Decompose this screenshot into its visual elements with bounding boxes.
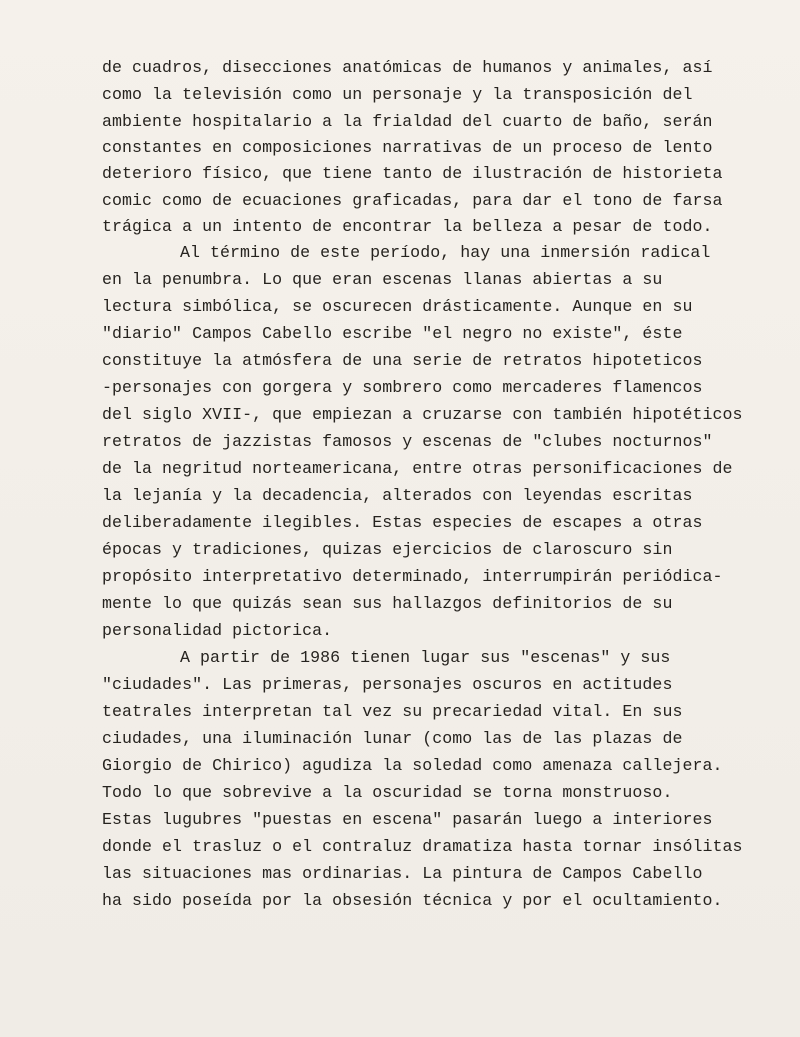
text-line: ha sido poseída por la obsesión técnica y por el ocultamiento.: [102, 891, 723, 910]
text-line: propósito interpretativo determinado, interrumpirán periódica-: [102, 567, 723, 586]
text-line: "ciudades". Las primeras, personajes oscuros en actitudes: [102, 675, 673, 694]
text-line: ciudades, una iluminación lunar (como las de las plazas de: [102, 729, 683, 748]
text-line: constantes en composiciones narrativas de un proceso de lento: [102, 138, 713, 157]
text-line: como la televisión como un personaje y la transposición del: [102, 85, 693, 104]
text-line: retratos de jazzistas famosos y escenas de "clubes nocturnos": [102, 432, 713, 451]
text-line: trágica a un intento de encontrar la belleza a pesar de todo.: [102, 217, 713, 236]
text-line: de la negritud norteamericana, entre otras personificaciones de: [102, 459, 733, 478]
text-line: -personajes con gorgera y sombrero como mercaderes flamencos: [102, 378, 703, 397]
text-line: en la penumbra. Lo que eran escenas llanas abiertas a su: [102, 270, 663, 289]
text-line: donde el trasluz o el contraluz dramatiza hasta tornar insólitas: [102, 837, 743, 856]
text-line: la lejanía y la decadencia, alterados con leyendas escritas: [102, 486, 693, 505]
text-line: constituye la atmósfera de una serie de retratos hipoteticos: [102, 351, 703, 370]
text-line: mente lo que quizás sean sus hallazgos definitorios de su: [102, 594, 673, 613]
text-line: épocas y tradiciones, quizas ejercicios de claroscuro sin: [102, 540, 673, 559]
text-line: del siglo XVII-, que empiezan a cruzarse con también hipotéticos: [102, 405, 743, 424]
text-line: las situaciones mas ordinarias. La pintura de Campos Cabello: [102, 864, 703, 883]
text-line: deterioro físico, que tiene tanto de ilustración de historieta: [102, 164, 723, 183]
text-line: Giorgio de Chirico) agudiza la soledad como amenaza callejera.: [102, 756, 723, 775]
text-line: lectura simbólica, se oscurecen drásticamente. Aunque en su: [102, 297, 693, 316]
text-line: personalidad pictorica.: [102, 621, 333, 640]
text-line: Todo lo que sobrevive a la oscuridad se torna monstruoso.: [102, 783, 673, 802]
text-line: Estas lugubres "puestas en escena" pasarán luego a interiores: [102, 810, 713, 829]
text-line: Al término de este período, hay una inmersión radical: [180, 243, 711, 262]
text-line: "diario" Campos Cabello escribe "el negro no existe", éste: [102, 324, 683, 343]
text-line: de cuadros, disecciones anatómicas de humanos y animales, así: [102, 58, 713, 77]
text-line: comic como de ecuaciones graficadas, para dar el tono de farsa: [102, 191, 723, 210]
text-line: teatrales interpretan tal vez su precariedad vital. En sus: [102, 702, 683, 721]
text-line: deliberadamente ilegibles. Estas especies de escapes a otras: [102, 513, 703, 532]
text-line: A partir de 1986 tienen lugar sus "escenas" y sus: [180, 648, 671, 667]
text-line: ambiente hospitalario a la frialdad del cuarto de baño, serán: [102, 112, 713, 131]
